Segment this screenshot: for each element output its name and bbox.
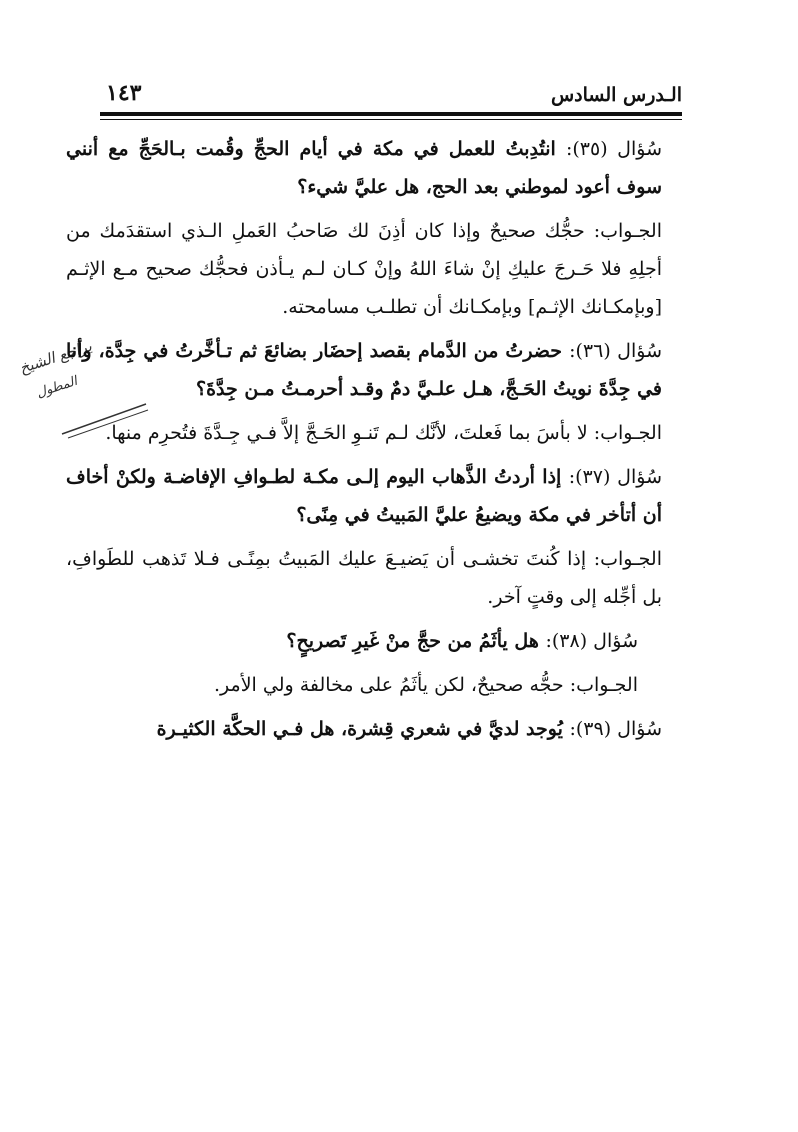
question-label: سُؤال (٣٩):	[569, 718, 662, 740]
answer-label: الجـواب:	[593, 548, 662, 570]
question-text: انتُدِبتُ للعمل في مكة في أيام الحجِّ وقُمت بـالحَجِّ مع أنني سوف أعود لموطني بعد الحج، هل عليَّ شيء؟	[66, 138, 662, 198]
document-body	[66, 130, 684, 754]
answer-35	[66, 212, 684, 326]
header-rule-thick	[100, 112, 682, 116]
question-label: سُؤال (٣٨):	[545, 630, 638, 652]
answer-label: الجـواب:	[569, 674, 638, 696]
question-text: يُوجد لديَّ في شعري قِشرة، هل فـي الحكَّة الكثيـرة	[156, 718, 570, 740]
question-35	[66, 130, 684, 206]
question-label: سُؤال (٣٦):	[569, 340, 662, 362]
question-text: هل يأثَمُ من حجَّ منْ غَيرِ تَصريحٍ؟	[286, 630, 546, 652]
answer-label: الجـواب:	[593, 422, 662, 444]
answer-text: حجُّه صحيحٌ، لكن يأثَمُ على مخالفة ولي الأمر.	[214, 674, 570, 696]
answer-label: الجـواب:	[593, 220, 662, 242]
answer-text: إذا كُنتَ تخشـى أن يَضيـعَ عليك المَبيتُ بمِنًـى فـلا تَذهب للطَوافِ، بل أجِّله إلى وقتٍ آخر.	[66, 548, 662, 608]
question-label: سُؤال (٣٥):	[565, 138, 662, 160]
answer-text: لا بأسَ بما فَعلتَ، لأنَّك لـم تَنـوِ الحَـجَّ إلاَّ فـي جِـدَّةَ فتُحرِم منها.	[105, 422, 594, 444]
page-header	[100, 80, 682, 110]
margin-note-line1: يراجع الشيخ	[17, 336, 94, 378]
header-rule-thin	[100, 119, 682, 120]
question-text: حضرتُ من الدَّمام بقصد إحضَار بضائعَ ثم تـأخَّرتُ في جِدَّة، وأنا في جِدَّةَ نويتُ الحَـجَّ، هـل علـيَّ دمٌ وقـد أحرمـتُ مـن جِدَّةَ؟	[66, 340, 662, 400]
chapter-title: الـدرس السادس	[550, 84, 682, 106]
question-36	[66, 332, 684, 408]
answer-36	[66, 414, 684, 452]
answer-37	[66, 540, 684, 616]
margin-note-line2: المطول	[34, 373, 80, 402]
answer-text: حجُّك صحيحٌ وإذا كان أذِنَ لك صَاحبُ العَملِ الـذي استقدَمك من أجلِهِ فلا حَـرجَ عليكِ إنْ شاءَ اللهُ وإنْ كـان لـم يـأذن فحجُّك صحيح مـع الإثـم [وبإمكـانك الإثـم] وبإمكـانك أن تطلـب مسامحته.	[66, 220, 662, 318]
question-label: سُؤال (٣٧):	[568, 466, 662, 488]
answer-38	[66, 666, 684, 704]
question-37	[66, 458, 684, 534]
page-number: ١٤٣	[106, 80, 142, 106]
question-39	[66, 710, 684, 748]
question-text: إذا أردتُ الذَّهاب اليوم إلـى مكـة لطـوافِ الإفاضـة ولكنْ أخاف أن أتأخر في مكة ويضيعُ عليَّ المَبيتُ في مِنًى؟	[66, 466, 662, 526]
question-38	[66, 622, 684, 660]
